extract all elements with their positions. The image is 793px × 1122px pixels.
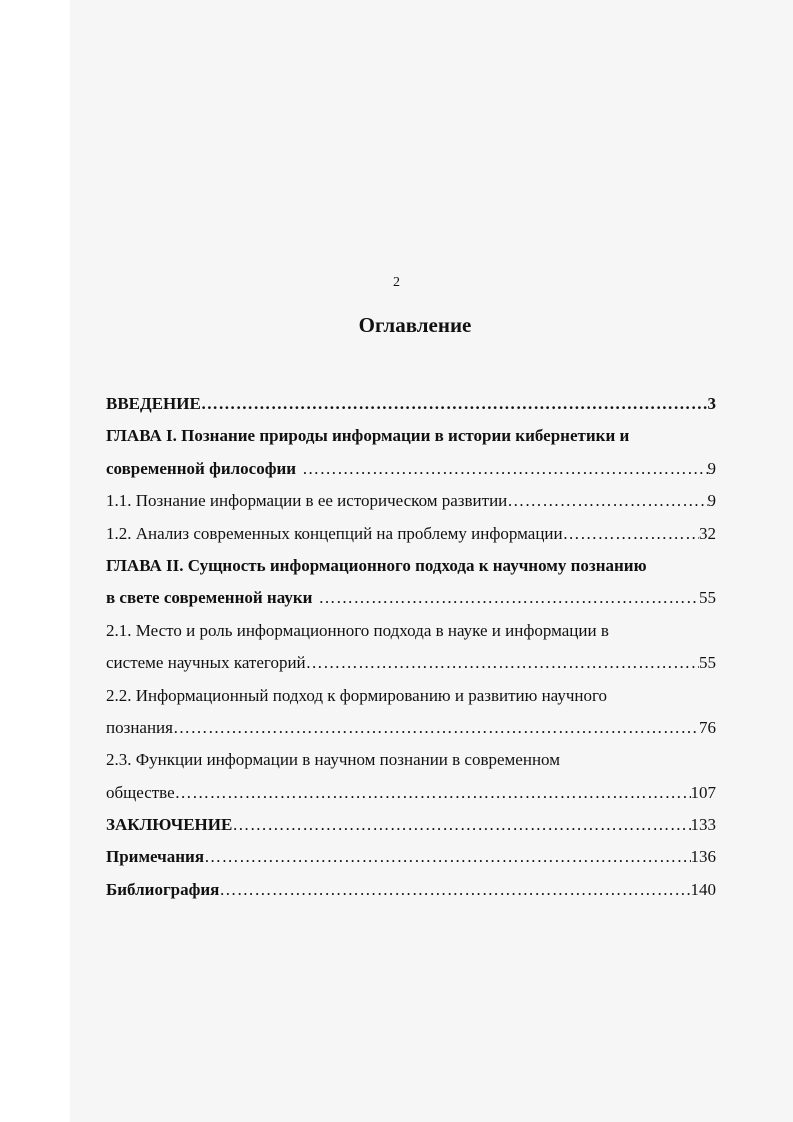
toc-entry-label: 1.2. Анализ современных концепций на проблему информации — [106, 523, 563, 543]
toc-entry-label: Библиография — [106, 879, 220, 899]
toc-page-number: 32 — [699, 523, 716, 543]
toc-entry-label: системе научных категорий — [106, 653, 306, 673]
toc-page-number: 55 — [699, 588, 716, 608]
page-title: Оглавление — [358, 313, 472, 337]
toc-page-number: 140 — [690, 879, 716, 899]
toc-entry-bibliography[interactable] — [106, 874, 716, 906]
toc-leader-dots — [173, 712, 699, 744]
toc-page-number: 107 — [690, 782, 716, 802]
toc-entry-intro[interactable] — [106, 388, 716, 420]
toc-page-number: 133 — [690, 815, 716, 835]
toc-chapter-1-heading[interactable]: ГЛАВА I. Познание природы информации в истории кибернетики и — [106, 426, 630, 446]
toc-entry-label: ВВЕДЕНИЕ — [106, 394, 201, 413]
toc-entry-2-3[interactable] — [106, 777, 716, 809]
toc-entry-label: обществе — [106, 782, 175, 802]
toc-entry-1-2[interactable] — [106, 518, 716, 550]
toc-page-number: 136 — [690, 847, 716, 867]
toc-leader-dots — [201, 388, 708, 420]
toc-page-number: 55 — [699, 653, 716, 673]
toc-page-number: 3 — [707, 394, 716, 413]
toc-leader-dots — [175, 777, 691, 809]
table-of-contents — [106, 388, 716, 906]
toc-entry-label: в свете современной науки — [106, 588, 313, 608]
toc-leader-dots — [563, 518, 699, 550]
toc-entry-chapter-1[interactable] — [106, 453, 716, 485]
toc-leader-dots — [507, 485, 707, 517]
toc-leader-dots — [204, 841, 690, 873]
toc-entry-2-1[interactable] — [106, 647, 716, 679]
toc-section-2-1-heading[interactable]: 2.1. Место и роль информационного подхода в науке и информации в — [106, 620, 609, 640]
toc-section-2-3-heading[interactable]: 2.3. Функции информации в научном познании в современном — [106, 750, 560, 770]
toc-page-number: 76 — [699, 717, 716, 737]
toc-leader-dots — [219, 874, 690, 906]
toc-entry-1-1[interactable] — [106, 485, 716, 517]
toc-leader-dots — [296, 453, 707, 485]
toc-leader-dots — [232, 809, 690, 841]
toc-entry-label: 1.1. Познание информации в ее историческом развитии — [106, 491, 508, 511]
toc-page-number: 9 — [707, 458, 716, 478]
toc-chapter-2-heading[interactable]: ГЛАВА II. Сущность информационного подхода к научному познанию — [106, 555, 647, 575]
toc-leader-dots — [312, 582, 699, 614]
page-number: 2 — [393, 275, 400, 290]
toc-entry-notes[interactable] — [106, 841, 716, 873]
toc-entry-label: познания — [106, 717, 173, 737]
toc-entry-label: современной философии — [106, 458, 297, 478]
toc-section-2-2-heading[interactable]: 2.2. Информационный подход к формированию и развитию научного — [106, 685, 608, 705]
toc-leader-dots — [306, 647, 699, 679]
toc-entry-label: Примечания — [106, 847, 205, 867]
toc-entry-label: ЗАКЛЮЧЕНИЕ — [106, 815, 233, 835]
toc-entry-chapter-2[interactable] — [106, 582, 716, 614]
toc-entry-2-2[interactable] — [106, 712, 716, 744]
toc-entry-conclusion[interactable] — [106, 809, 716, 841]
toc-page-number: 9 — [707, 491, 716, 511]
